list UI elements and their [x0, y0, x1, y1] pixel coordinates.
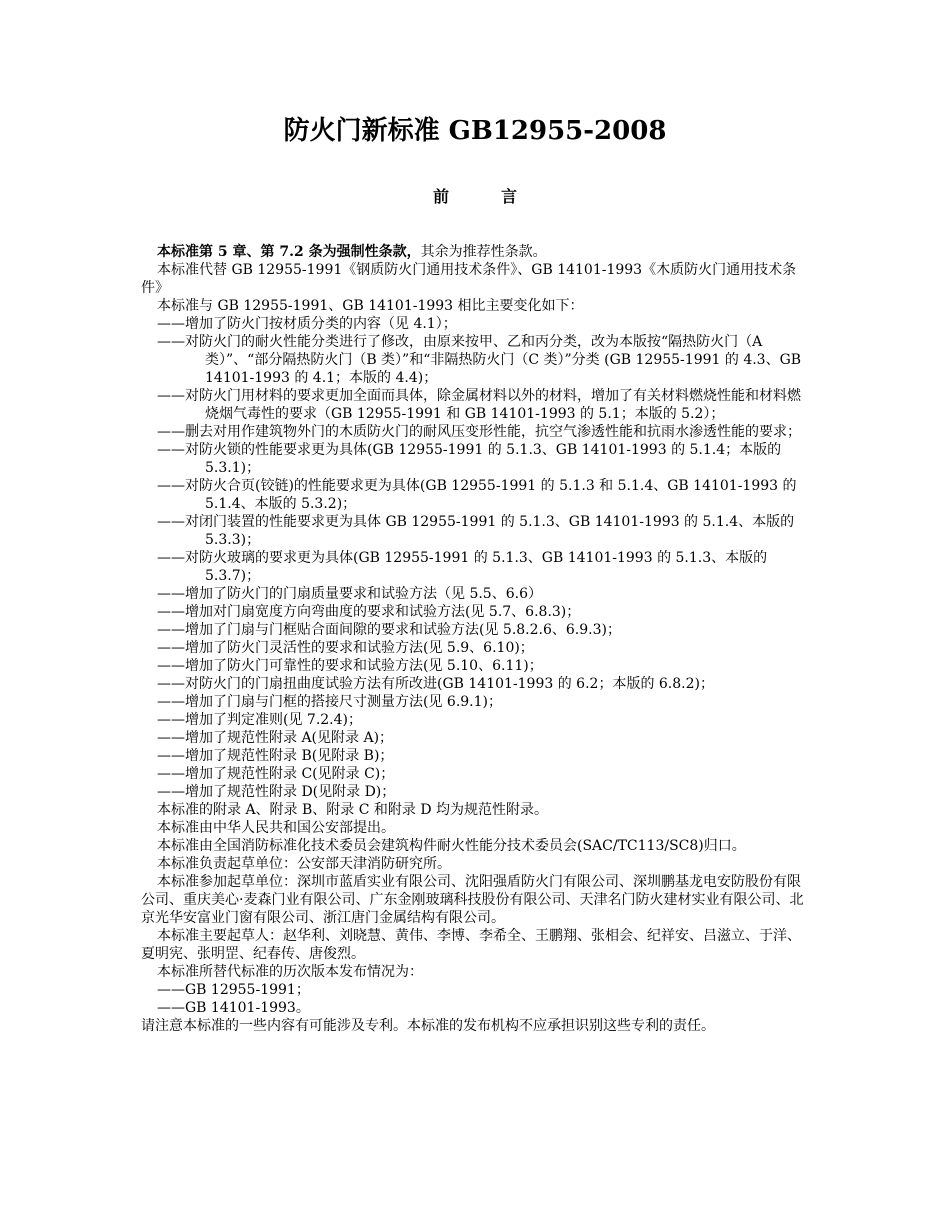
change-item: ——增加了判定准则(见 7.2.4)； — [157, 712, 362, 728]
mandatory-clause-bold: 本标准第 5 章、第 7.2 条为强制性条款， — [157, 244, 421, 260]
change-item: ——增加了规范性附录 A(见附录 A)； — [157, 730, 394, 746]
patent-note: 请注意本标准的一些内容有可能涉及专利。本标准的发布机构不应承担识别这些专利的责任。 — [141, 1018, 715, 1034]
change-item: ——对防火合页(铰链)的性能要求更为具体(GB 12955-1991 的 5.1.3 和 5.1.4、GB 14101-1993 的 5.1.4、本版的 5.3.2)； — [157, 478, 797, 512]
section-heading: 前 言 — [432, 187, 535, 206]
authors-paragraph: 本标准主要起草人：赵华利、刘晓慧、黄伟、李博、李希全、王鹏翔、张相会、纪祥安、吕滋立、于洋、夏明宪、张明罡、纪春传、唐俊烈。 — [141, 928, 801, 962]
change-item: ——增加了防火门可靠性的要求和试验方法(见 5.10、6.11)； — [157, 658, 543, 674]
history-item: ——GB 14101-1993。 — [157, 1000, 310, 1016]
replaces-paragraph: 本标准代替 GB 12955-1991《钢质防火门通用技术条件》、GB 14101-1993《木质防火门通用技术条件》 — [141, 262, 797, 296]
managed-paragraph: 本标准由全国消防标准化技术委员会建筑构件耐火性能分技术委员会(SAC/TC113/SC8)归口。 — [157, 838, 746, 854]
drafter-paragraph: 本标准负责起草单位：公安部天津消防研究所。 — [157, 856, 451, 872]
change-item: ——增加了门扇与门框贴合面间隙的要求和试验方法(见 5.8.2.6、6.9.3)； — [157, 622, 621, 638]
change-item: ——增加对门扇宽度方向弯曲度的要求和试验方法(见 5.7、6.8.3)； — [157, 604, 581, 620]
participants-paragraph: 本标准参加起草单位：深圳市蓝盾实业有限公司、沈阳强盾防火门有限公司、深圳鹏基龙电安防股份有限公司、重庆美心·麦森门业有限公司、广东金刚玻璃科技股份有限公司、天津名门防火建材实业有限公司、北京光华安富业门窗有限公司、浙江唐门金属结构有限公司。 — [141, 874, 804, 926]
changes-intro: 本标准与 GB 12955-1991、GB 14101-1993 相比主要变化如下： — [157, 298, 584, 314]
change-item: ——增加了规范性附录 C(见附录 C)； — [157, 766, 395, 782]
change-item: ——增加了规范性附录 D(见附录 D)； — [157, 784, 396, 800]
change-item: ——对闭门装置的性能要求更为具体 GB 12955-1991 的 5.1.3、GB 14101-1993 的 5.1.4、本版的 5.3.3)； — [157, 514, 795, 548]
history-item: ——GB 12955-1991； — [157, 982, 310, 998]
proposed-paragraph: 本标准由中华人民共和国公安部提出。 — [157, 820, 395, 836]
change-item: ——对防火锁的性能要求更为具体(GB 12955-1991 的 5.1.3、GB 14101-1993 的 5.1.4；本版的 5.3.1)； — [157, 442, 782, 476]
change-item: ——对防火玻璃的要求更为具体(GB 12955-1991 的 5.1.3、GB 14101-1993 的 5.1.3、本版的 5.3.7)； — [157, 550, 768, 584]
change-item: ——对防火门的耐火性能分类进行了修改，由原来按甲、乙和丙分类，改为本版按“隔热防火门（A 类）”、“部分隔热防火门（B 类）”和“非隔热防火门（C 类）”分类 (GB 12955-1991 的 4.3、GB 14101-1993 的 4.1；本版的 4.4)； — [157, 334, 802, 386]
change-item: ——删去对用作建筑物外门的木质防火门的耐风压变形性能，抗空气渗透性能和抗雨水渗透性能的要求； — [157, 424, 801, 440]
change-item: ——增加了规范性附录 B(见附录 B)； — [157, 748, 394, 764]
change-item: ——增加了防火门按材质分类的内容（见 4.1）； — [157, 316, 457, 332]
change-item: ——增加了防火门灵活性的要求和试验方法(见 5.9、6.10)； — [157, 640, 534, 656]
history-intro: 本标准所替代标准的历次版本发布情况为： — [157, 964, 423, 980]
change-item: ——对防火门的门扇扭曲度试验方法有所改进(GB 14101-1993 的 6.2；本版的 6.8.2)； — [157, 676, 714, 692]
appendix-paragraph: 本标准的附录 A、附录 B、附录 C 和附录 D 均为规范性附录。 — [157, 802, 549, 818]
mandatory-clause-rest: 其余为推荐性条款。 — [420, 244, 547, 260]
document-title: 防火门新标准 GB12955-2008 — [283, 116, 667, 146]
change-item: ——增加了门扇与门框的搭接尺寸测量方法(见 6.9.1)； — [157, 694, 502, 710]
mandatory-clause — [141, 243, 813, 261]
change-item: ——对防火门用材料的要求更加全面而具体，除金属材料以外的材料，增加了有关材料燃烧性能和材料燃烧烟气毒性的要求（GB 12955-1991 和 GB 14101-1993 的 5.1；本版的 5.2）； — [157, 388, 801, 422]
document-body — [141, 243, 813, 1035]
change-item: ——增加了防火门的门扇质量要求和试验方法（见 5.5、6.6） — [157, 586, 542, 602]
